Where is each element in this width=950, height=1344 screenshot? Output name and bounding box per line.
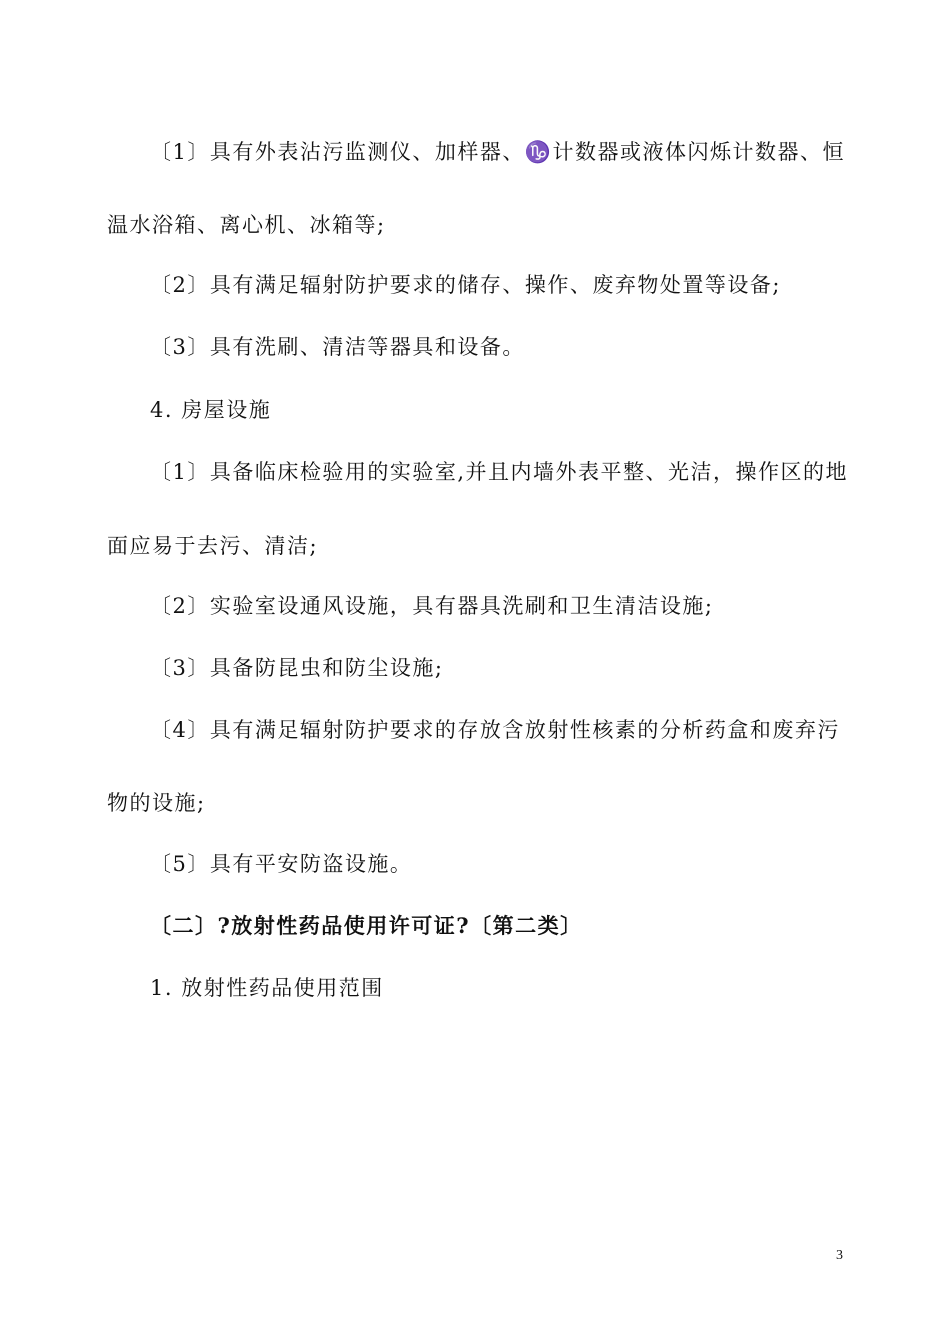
text-line-equipment-1b: 温水浴箱、离心机、冰箱等; xyxy=(107,213,386,237)
text-line-facility-5: 〔5〕具有平安防盗设施。 xyxy=(150,852,413,876)
text-line-facility-1a: 〔1〕具备临床检验用的实验室,并且内墙外表平整、光洁，操作区的地 xyxy=(150,460,849,484)
text-line-facility-4b: 物的设施; xyxy=(107,791,206,815)
text-line-equipment-3: 〔3〕具有洗刷、清洁等器具和设备。 xyxy=(150,335,525,359)
section-heading-facilities: 4. 房屋设施 xyxy=(150,398,272,422)
section-heading-license-class-2: 〔二〕?放射性药品使用许可证?〔第二类〕 xyxy=(150,913,583,938)
section-heading-usage-scope: 1. 放射性药品使用范围 xyxy=(150,976,384,1000)
text-line-facility-2: 〔2〕实验室设通风设施，具有器具洗刷和卫生清洁设施; xyxy=(150,594,714,618)
page-number: 3 xyxy=(836,1248,843,1263)
text-line-facility-3: 〔3〕具备防昆虫和防尘设施; xyxy=(150,656,444,680)
text-line-equipment-2: 〔2〕具有满足辐射防护要求的储存、操作、废弃物处置等设备; xyxy=(150,273,781,297)
text-line-facility-1b: 面应易于去污、清洁; xyxy=(107,534,319,558)
text-line-facility-4a: 〔4〕具有满足辐射防护要求的存放含放射性核素的分析药盒和废弃污 xyxy=(150,718,840,742)
text-line-equipment-1a: 〔1〕具有外表沾污监测仪、加样器、♑计数器或液体闪烁计数器、恒 xyxy=(150,140,846,164)
